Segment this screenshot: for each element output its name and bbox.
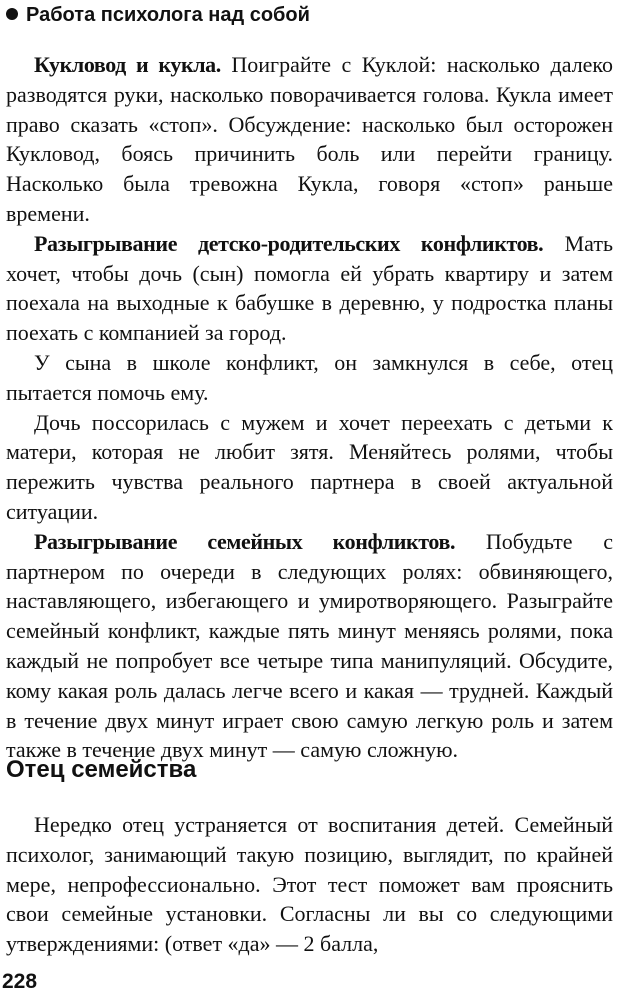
section-body [6,810,613,959]
paragraph-text: У сына в школе конфликт, он замкнулся в себе, отец пытается помочь ему. [6,349,613,405]
exercises-block [6,50,613,765]
paragraph-daughter-conflict [6,408,613,527]
page-number: 228 [2,970,38,993]
paragraph-child-parent-conflicts [6,229,613,348]
paragraph-text: Дочь поссорилась с мужем и хочет переехать с детьми к матери, которая не любит зятя. Меняйтесь ролями, чтобы пережить чувства реального партнера в своей актуальной ситуации. [6,409,613,524]
paragraph-lead: Разыгрывание детско-родительских конфликтов. [34,230,544,256]
paragraph-lead: Кукловод и кукла. [34,52,221,77]
bullet-icon [6,8,18,20]
section-heading: Отец семейства [6,756,197,783]
paragraph-lead: Разыгрывание семейных конфликтов. [34,528,456,554]
paragraph-text: Поиграйте с Куклой: насколько далеко разводятся руки, насколько поворачивается голова. Кукла имеет право сказать «стоп». Обсуждение: насколько был осторожен Кукловод, боясь причинить боль или перейти границу. Насколько была тревожна Кукла, говоря «стоп» раньше времени. [6,52,614,226]
paragraph-puppeteer [6,50,613,229]
running-header-title: Работа психолога над собой [26,4,310,26]
paragraph-text: Мать хочет, чтобы дочь (сын) помогла ей убрать квартиру и затем поехала на выходные к бабушке в деревню, у подростка планы поехать с компанией за город. [6,230,613,346]
paragraph-son-conflict [6,348,613,408]
paragraph-family-conflicts [6,527,613,765]
running-header [6,2,310,28]
paragraph-father-intro: Нередко отец устраняется от воспитания детей. Семейный психолог, занимающий такую позицию, выглядит, по крайней мере, непрофессионально. Этот тест поможет вам прояснить свои семейные установки. Согласны ли вы со следующими утверждениями: (ответ «да» — 2 балла, [6,812,613,957]
paragraph-text: Побудьте с партнером по очереди в следующих ролях: обвиняющего, наставляющего, избегающего и умиротворяющего. Разыграйте семейный конфликт, каждые пять минут меняясь ролями, пока каждый не попробует все четыре типа манипуляций. Обсудите, кому какая роль далась легче всего и какая — трудней. Каждый в течение двух минут играет свою самую легкую роль и затем также в течение двух минут — самую сложную. [6,528,613,763]
